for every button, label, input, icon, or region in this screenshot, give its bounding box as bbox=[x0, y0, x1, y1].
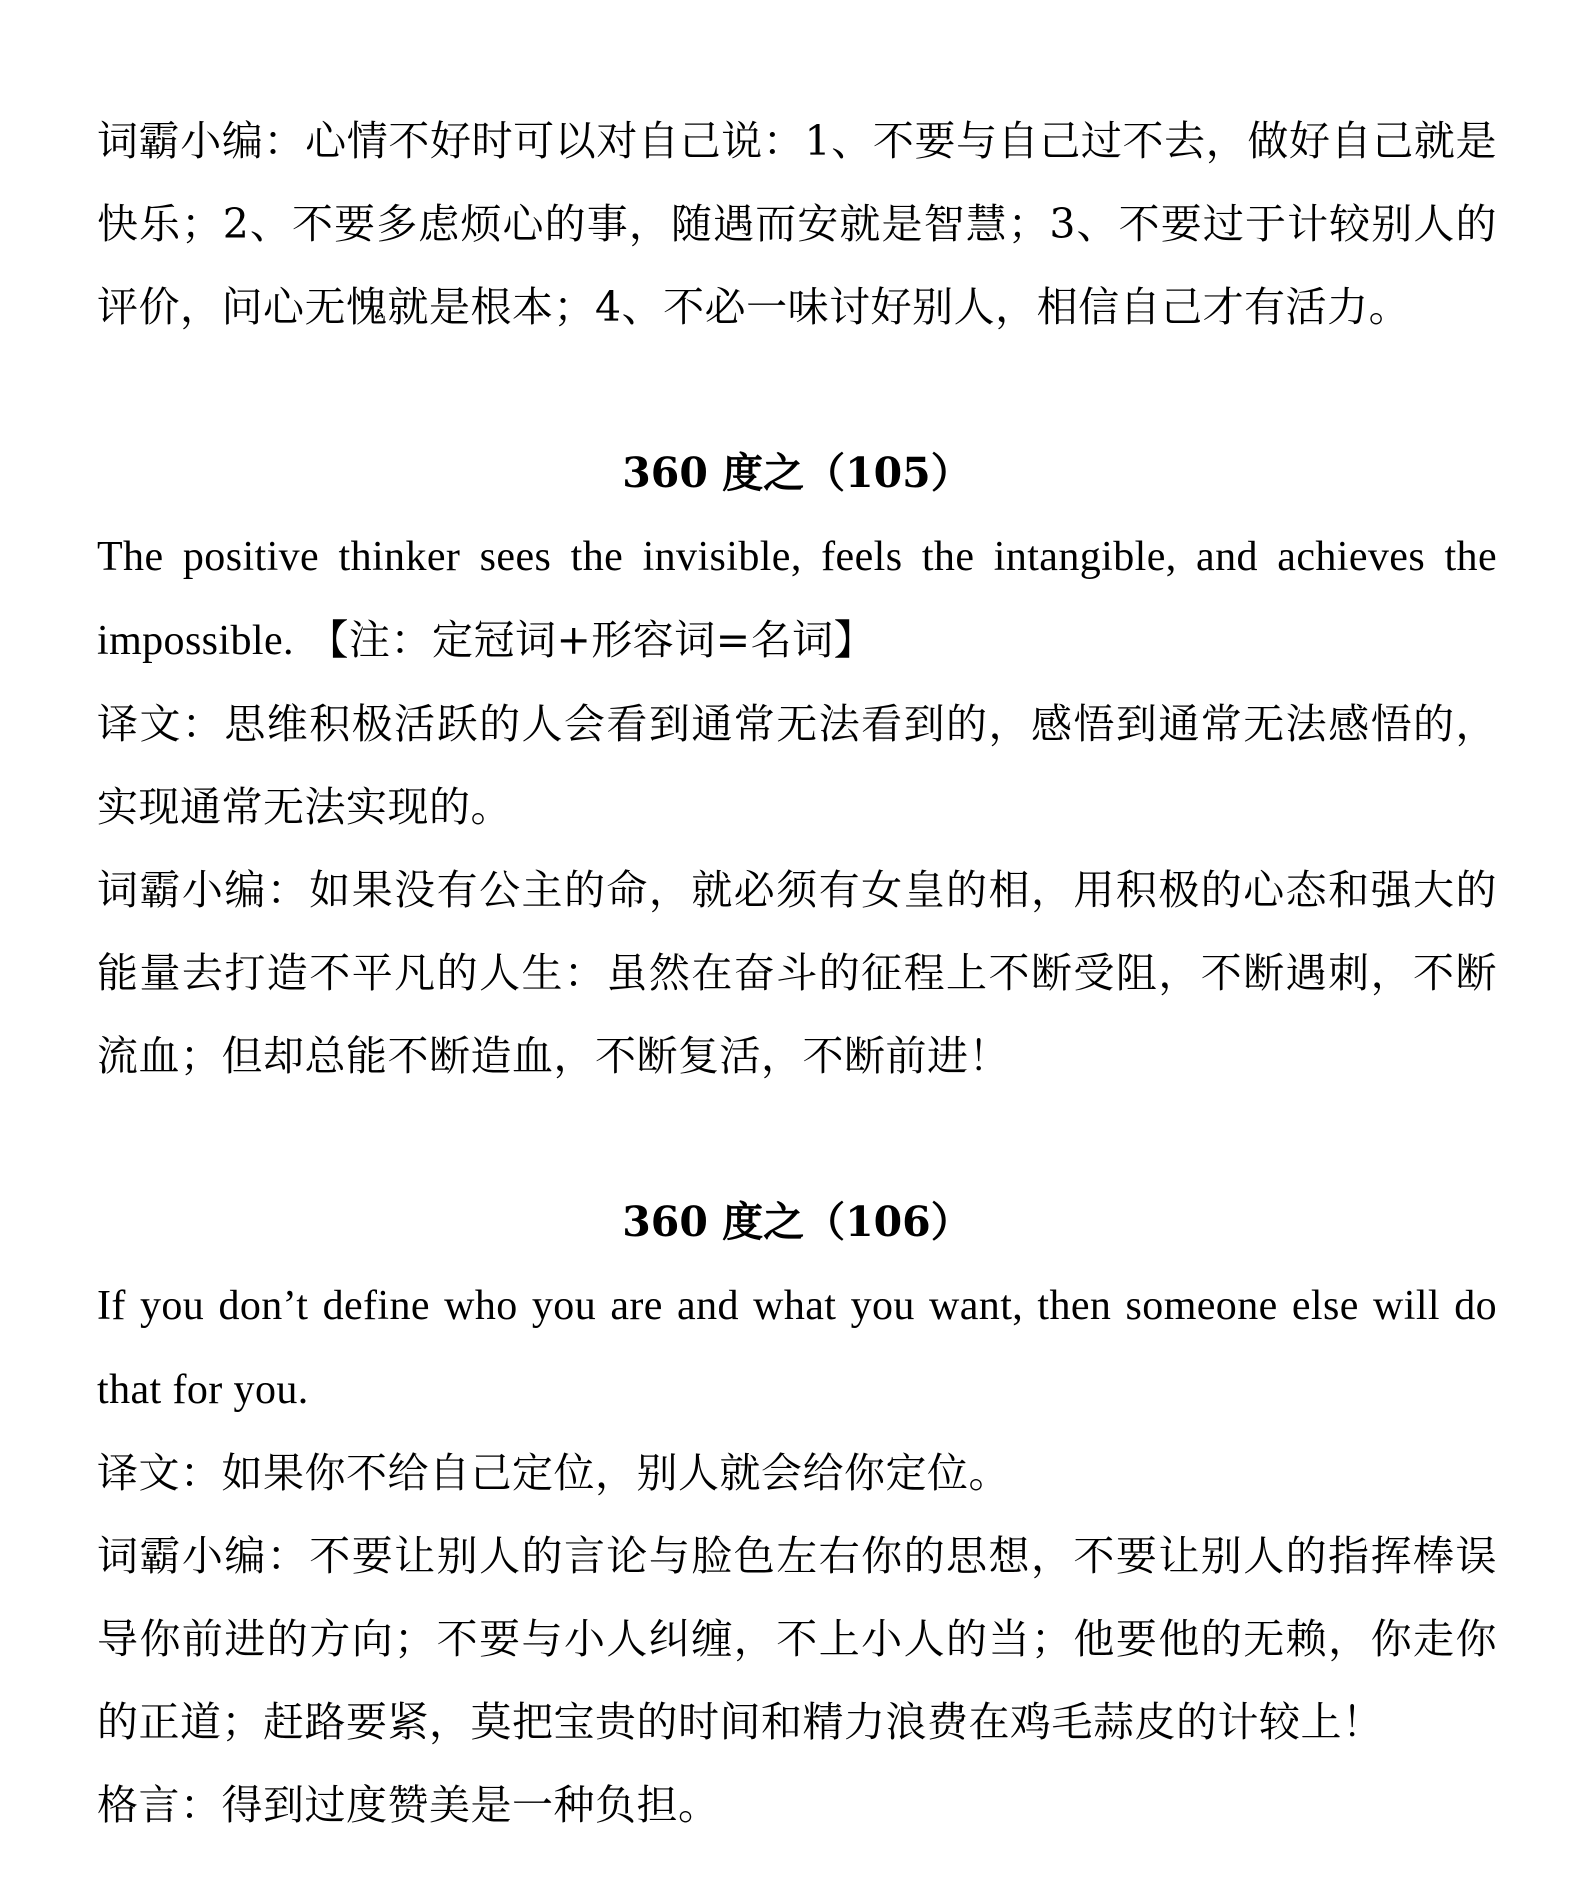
section-spacer bbox=[97, 1098, 1497, 1181]
translation-105: 译文：思维积极活跃的人会看到通常无法看到的，感悟到通常无法感悟的，实现通常无法实现的。 bbox=[97, 700, 1497, 831]
quote-english-105: The positive thinker sees the invisible, feels the intangible, and achieves the impossible. bbox=[97, 534, 1497, 664]
translation-106: 译文：如果你不给自己定位，别人就会给你定位。 bbox=[97, 1449, 1010, 1497]
section-spacer bbox=[97, 349, 1497, 432]
editor-note-106: 词霸小编：不要让别人的言论与脸色左右你的思想，不要让别人的指挥棒误导你前进的方向；不要与小人纠缠，不上小人的当；他要他的无赖，你走你的正道；赶路要紧，莫把宝贵的时间和精力浪费在鸡毛蒜皮的计较上！ bbox=[97, 1532, 1497, 1746]
quote-english-106: If you don’t define who you are and what you want, then someone else will do that for you. bbox=[97, 1283, 1497, 1413]
quote-grammar-note-105: 【注：定冠词+形容词=名词】 bbox=[293, 616, 876, 664]
editor-note-104: 词霸小编：心情不好时可以对自己说：1、不要与自己过不去，做好自己就是快乐；2、不要多虑烦心的事，随遇而安就是智慧；3、不要过于计较别人的评价，问心无愧就是根本；4、不必一味讨好别人，相信自己才有活力。 bbox=[97, 117, 1497, 331]
quote-105 bbox=[97, 515, 1497, 683]
editor-note-105: 词霸小编：如果没有公主的命，就必须有女皇的相，用积极的心态和强大的能量去打造不平凡的人生：虽然在奋斗的征程上不断受阻，不断遇刺，不断流血；但却总能不断造血，不断复活，不断前进！ bbox=[97, 866, 1497, 1080]
motto-106: 格言：得到过度赞美是一种负担。 bbox=[97, 1781, 720, 1829]
quote-106 bbox=[97, 1264, 1497, 1432]
section-title-105: 360 度之（105） bbox=[622, 449, 972, 497]
document-page bbox=[97, 100, 1497, 1847]
section-title-106: 360 度之（106） bbox=[622, 1198, 972, 1246]
